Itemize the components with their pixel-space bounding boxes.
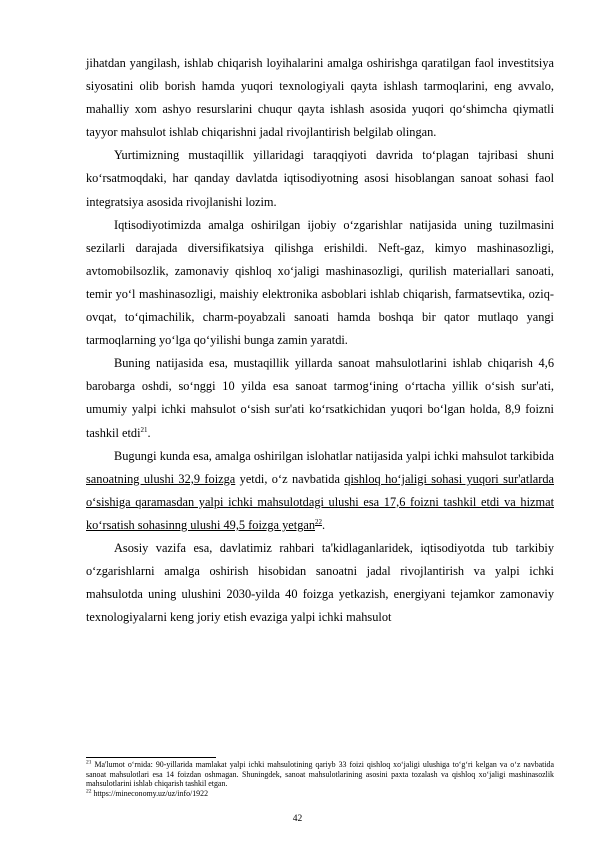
page-number: 42 [292,814,303,824]
paragraph-2: Yurtimizning mustaqillik yillaridagi taraqqiyoti davrida to‘plagan tajribasi shuni ko‘rsatmoqdaki, har qanday davlatda iqtisodiyotning asosi hisoblangan sanoat sohasi faol integratsiya asosida rivojlanishi lozim. [86,148,554,209]
footnote-21 [86,760,554,789]
footnote-21-text: Ma'lumot o‘rnida: 90-yillarida mamlakat yalpi ichki mahsulotining qariyb 33 foizi qishloq xo‘jaligi ulushiga to‘g‘ri kelgan va o‘z navbatida sanoat mahsulotlari esa 14 foizdan oshmagan. Shuningdek, sanoat mahsulotlarining asosini paxta tozalash va qishloq xo‘jaligi mashinasozlik mahsulotlarini ishlab chiqarish tashkil etgan. [86,760,554,789]
paragraph-5 [86,445,554,537]
footnote-22-number: 22 [86,788,92,795]
footnote-22-link[interactable]: https://mineconomy.uz/uz/info/1922 [91,788,209,798]
paragraph-4-text: Buning natijasida esa, mustaqillik yillarda sanoat mahsulotlarini ishlab chiqarish 4,6 barobarga oshdi, so‘nggi 10 yilda esa sanoat tarmog‘ining o‘rtacha yillik o‘sish sur'ati, umumiy yalpi ichki mahsulot o‘sish sur'ati ko‘rsatkichidan yuqori bo‘lgan holda, 8,9 foizni tashkil etdi [86,356,554,440]
footnote-21-number: 21 [86,759,92,766]
paragraph-5-text-a: Bugungi kunda esa, amalga oshirilgan islohatlar natijasida yalpi ichki mahsulot tarkibida [114,448,554,463]
paragraph-4 [86,352,554,444]
paragraph-5-text-b: yetdi, o‘z navbatida [235,471,345,486]
footnotes [86,757,554,798]
paragraph-1: jihatdan yangilash, ishlab chiqarish loyihalarini amalga oshirishga qaratilgan faol investitsiya siyosatini olib borish hamda yuqori texnologiyali qayta ishlash tarmoqlarini, eng avvalo, mahalliy xom ashyo resurslarini chuqur qayta ishlash asosida yuqori qo‘shimcha qiymatli tayyor mahsulot ishlab chiqarishni jadal rivojlantirish belgilab olingan. [86,56,554,140]
body-text [86,52,554,629]
footnote-ref-22[interactable]: 22 [315,517,323,526]
paragraph-3: Iqtisodiyotimizda amalga oshirilgan ijobiy o‘zgarishlar natijasida uning tuzilmasini sezilarli darajada diversifikatsiya qilishga erishildi. Neft-gaz, kimyo mashinasozligi, avtomobilsozlik, zamonaviy qishloq xo‘jaligi mashinasozligi, qurilish materiallari sanoati, temir yo‘l mashinasozligi, maishiy elektronika asboblari ishlab chiqarish, farmatsevtika, oziq-ovqat, to‘qimachilik, charm-poyabzali sanoati hamda boshqa bir qator mutlaqo yangi tarmoqlarning yo‘lga qo‘yilishi bunga zamin yaratdi. [86,217,554,348]
footnote-divider [86,757,216,758]
paragraph-6: Asosiy vazifa esa, davlatimiz rahbari ta'kidlaganlaridek, iqtisodiyotda tub tarkibiy o‘zgarishlarni amalga oshirish hisobidan sanoatni jadal rivojlantirish va yalpi ichki mahsulotda uning ulushini 2030-yilda 40 foizga yetkazish, energiyani tejamkor zamonaviy texnologiyalarni keng joriy etish evaziga yalpi ichki mahsulot [86,540,554,625]
footnote-ref-21[interactable]: 21 [140,425,148,434]
underlined-phrase-agriculture-share: qishloq ho‘jaligi sohasi yuqori sur'atlarda o‘sishiga qaramasdan yalpi ichki mahsulotdagi ulushi esa 17,6 foizni tashkil etdi va hizmat ko‘rsatish sohasinng ulushi 49,5 foizga yetgan [86,471,555,532]
underlined-phrase-industry-share: sanoatning ulushi 32,9 foizga [86,471,236,486]
paragraph-5-end: . [322,517,326,532]
footnote-22 [86,789,554,799]
paragraph-4-end: . [147,425,151,440]
